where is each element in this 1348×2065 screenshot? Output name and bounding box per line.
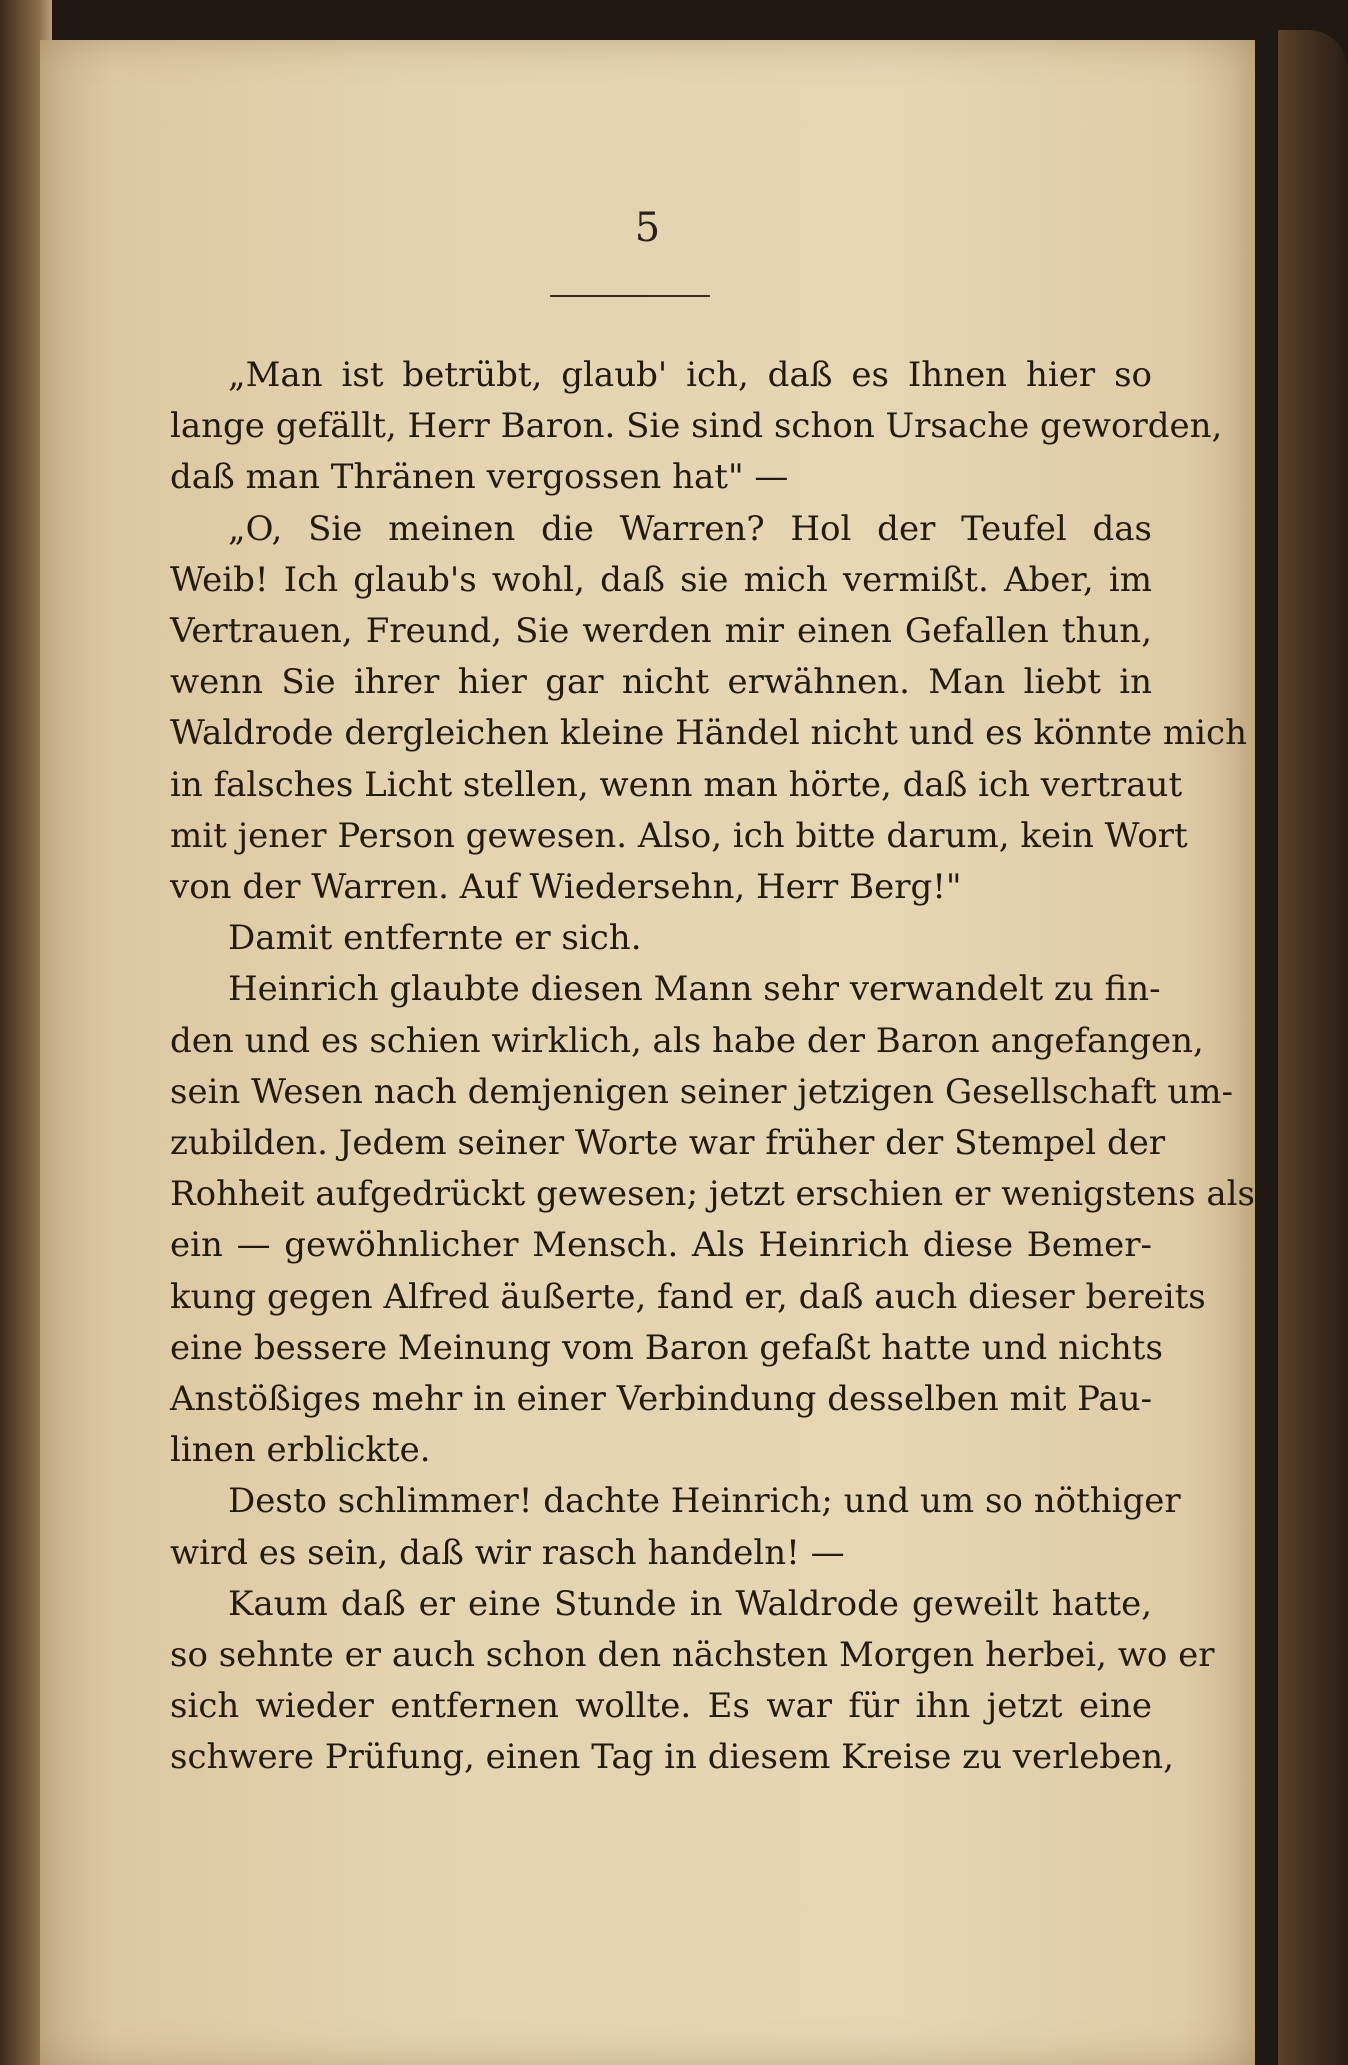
text-line: daß man Thränen vergossen hat" — bbox=[170, 457, 789, 498]
text-line: Vertrauen, Freund, Sie werden mir einen Gefallen thun, bbox=[170, 611, 1152, 652]
text-line: Weib! Ich glaub's wohl, daß sie mich vermißt. Aber, im bbox=[170, 559, 1152, 600]
text-line: Heinrich glaubte diesen Mann sehr verwandelt zu fin- bbox=[228, 969, 1161, 1010]
text-line: Rohheit aufgedrückt gewesen; jetzt erschien er wenigstens als bbox=[170, 1174, 1255, 1215]
text-line: „Man ist betrübt, glaub' ich, daß es Ihnen hier so bbox=[228, 355, 1152, 395]
text-line: mit jener Person gewesen. Also, ich bitte darum, kein Wort bbox=[170, 815, 1188, 856]
text-line: eine bessere Meinung vom Baron gefaßt hatte und nichts bbox=[170, 1327, 1163, 1368]
text-line: Desto schlimmer! dachte Heinrich; und um so nöthiger bbox=[228, 1481, 1181, 1522]
text-line: linen erblickte. bbox=[170, 1430, 431, 1471]
text-line: Waldrode dergleichen kleine Händel nicht und es könnte mich bbox=[170, 713, 1247, 754]
text-line: kung gegen Alfred äußerte, fand er, daß auch dieser bereits bbox=[170, 1276, 1206, 1317]
text-line: Anstößiges mehr in einer Verbindung desselben mit Pau- bbox=[170, 1379, 1153, 1420]
text-line: den und es schien wirklich, als habe der Baron angefangen, bbox=[170, 1020, 1204, 1061]
header-rule bbox=[550, 295, 710, 297]
text-line: in falsches Licht stellen, wenn man hörte, daß ich vertraut bbox=[170, 764, 1183, 805]
text-line: Damit entfernte er sich. bbox=[228, 918, 642, 959]
text-line: ein — gewöhnlicher Mensch. Als Heinrich diese Bemer- bbox=[170, 1225, 1152, 1266]
text-line: wenn Sie ihrer hier gar nicht erwähnen. Man liebt in bbox=[170, 662, 1152, 703]
text-line: sein Wesen nach demjenigen seiner jetzigen Gesellschaft um- bbox=[170, 1071, 1233, 1112]
text-line: „O, Sie meinen die Warren? Hol der Teufel das bbox=[228, 508, 1152, 549]
text-line: so sehnte er auch schon den nächsten Morgen herbei, wo er bbox=[170, 1635, 1215, 1676]
text-line: sich wieder entfernen wollte. Es war für ihn jetzt eine bbox=[170, 1686, 1152, 1727]
text-line: Kaum daß er eine Stunde in Waldrode geweilt hatte, bbox=[228, 1583, 1152, 1624]
book-page bbox=[40, 40, 1255, 2065]
text-line: zubilden. Jedem seiner Worte war früher der Stempel der bbox=[170, 1123, 1166, 1164]
book-cover-edge bbox=[1278, 30, 1348, 2065]
text-line: schwere Prüfung, einen Tag in diesem Kreise zu verleben, bbox=[170, 1737, 1174, 1778]
page-number: 5 bbox=[634, 205, 661, 251]
body-text bbox=[170, 350, 1255, 1784]
text-line: von der Warren. Auf Wiedersehn, Herr Berg!" bbox=[170, 867, 962, 908]
text-line: wird es sein, daß wir rasch handeln! — bbox=[170, 1532, 845, 1573]
text-line: lange gefällt, Herr Baron. Sie sind schon Ursache geworden, bbox=[170, 406, 1223, 447]
